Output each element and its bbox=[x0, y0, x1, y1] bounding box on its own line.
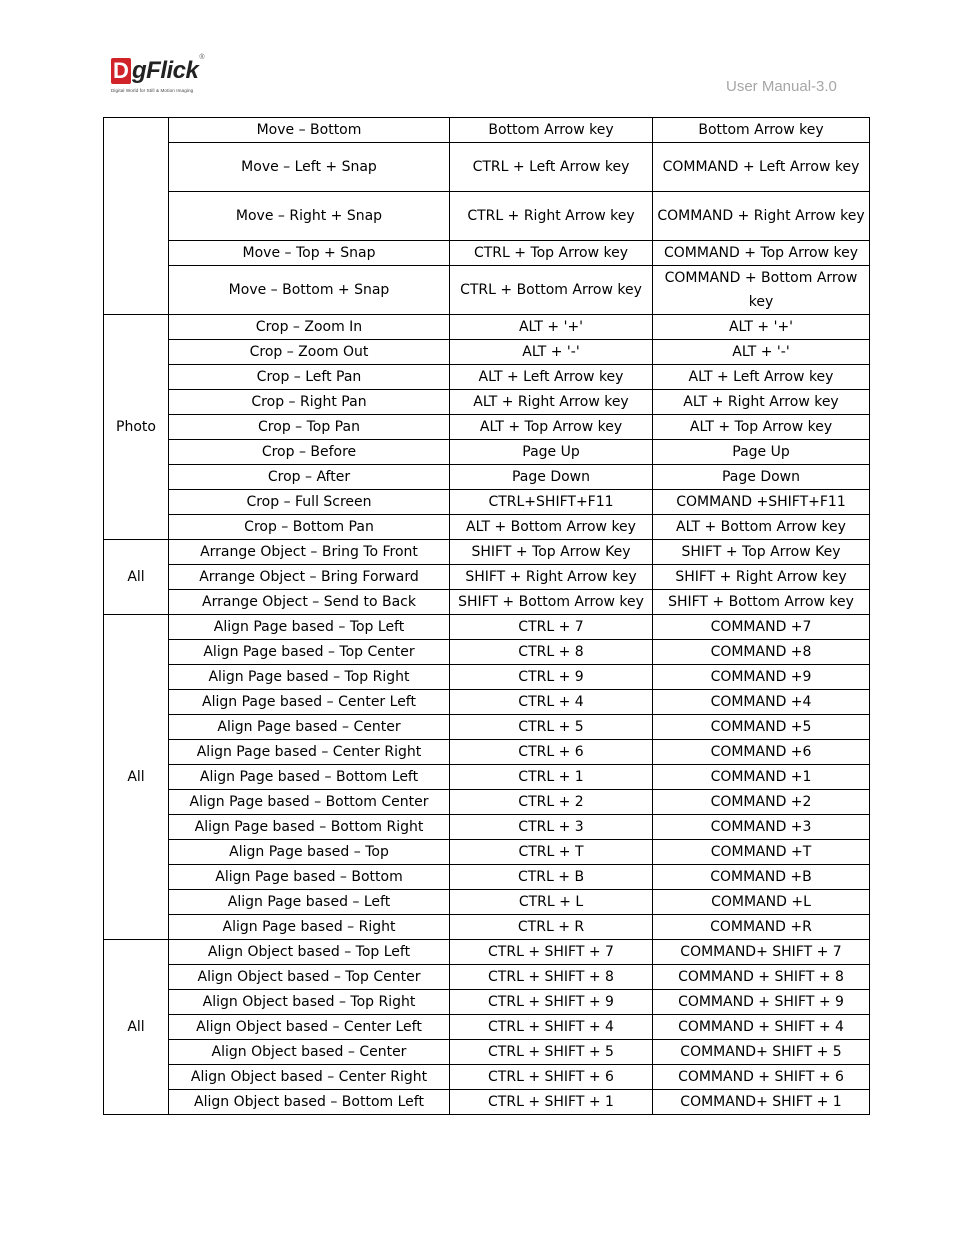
action-cell: Crop – Zoom Out bbox=[169, 339, 450, 364]
group-label-cell bbox=[104, 118, 169, 315]
mac-shortcut-cell: COMMAND +1 bbox=[653, 764, 870, 789]
mac-shortcut-cell: COMMAND+ SHIFT + 5 bbox=[653, 1039, 870, 1064]
logo-tagline: Digital World for Still & Motion Imaging bbox=[111, 88, 194, 93]
shortcut-table-body bbox=[104, 118, 870, 1115]
mac-shortcut-cell: ALT + '-' bbox=[653, 339, 870, 364]
windows-shortcut-cell: CTRL + T bbox=[450, 839, 653, 864]
mac-shortcut-cell: COMMAND + Bottom Arrow key bbox=[653, 265, 870, 314]
action-cell: Align Object based – Bottom Left bbox=[169, 1089, 450, 1114]
table-row bbox=[104, 389, 870, 414]
table-row bbox=[104, 539, 870, 564]
action-cell: Crop – Bottom Pan bbox=[169, 514, 450, 539]
windows-shortcut-cell: CTRL + SHIFT + 9 bbox=[450, 989, 653, 1014]
action-cell: Crop – After bbox=[169, 464, 450, 489]
table-row bbox=[104, 118, 870, 143]
table-row bbox=[104, 764, 870, 789]
windows-shortcut-cell: CTRL + Left Arrow key bbox=[450, 143, 653, 192]
table-row bbox=[104, 414, 870, 439]
action-cell: Align Page based – Bottom bbox=[169, 864, 450, 889]
windows-shortcut-cell: CTRL + 2 bbox=[450, 789, 653, 814]
table-row bbox=[104, 464, 870, 489]
windows-shortcut-cell: SHIFT + Right Arrow key bbox=[450, 564, 653, 589]
action-cell: Align Page based – Top Left bbox=[169, 614, 450, 639]
action-cell: Arrange Object – Bring To Front bbox=[169, 539, 450, 564]
registered-icon: ® bbox=[199, 54, 205, 61]
action-cell: Crop – Top Pan bbox=[169, 414, 450, 439]
action-cell: Align Page based – Left bbox=[169, 889, 450, 914]
table-row bbox=[104, 439, 870, 464]
windows-shortcut-cell: ALT + '-' bbox=[450, 339, 653, 364]
mac-shortcut-cell: COMMAND + SHIFT + 8 bbox=[653, 964, 870, 989]
action-cell: Align Page based – Top Center bbox=[169, 639, 450, 664]
windows-shortcut-cell: CTRL + Bottom Arrow key bbox=[450, 265, 653, 314]
mac-shortcut-cell: COMMAND + Right Arrow key bbox=[653, 191, 870, 240]
windows-shortcut-cell: CTRL + 7 bbox=[450, 614, 653, 639]
table-row bbox=[104, 265, 870, 314]
action-cell: Align Object based – Center Left bbox=[169, 1014, 450, 1039]
windows-shortcut-cell: ALT + Top Arrow key bbox=[450, 414, 653, 439]
table-row bbox=[104, 714, 870, 739]
action-cell: Align Object based – Top Center bbox=[169, 964, 450, 989]
action-cell: Move – Right + Snap bbox=[169, 191, 450, 240]
action-cell: Align Object based – Top Left bbox=[169, 939, 450, 964]
action-cell: Crop – Right Pan bbox=[169, 389, 450, 414]
table-row bbox=[104, 1014, 870, 1039]
action-cell: Align Page based – Center Right bbox=[169, 739, 450, 764]
windows-shortcut-cell: CTRL + SHIFT + 7 bbox=[450, 939, 653, 964]
mac-shortcut-cell: ALT + Bottom Arrow key bbox=[653, 514, 870, 539]
table-row bbox=[104, 689, 870, 714]
windows-shortcut-cell: ALT + Bottom Arrow key bbox=[450, 514, 653, 539]
shortcut-table bbox=[103, 117, 870, 1115]
action-cell: Align Object based – Center Right bbox=[169, 1064, 450, 1089]
mac-shortcut-cell: COMMAND + Top Arrow key bbox=[653, 240, 870, 265]
table-row bbox=[104, 589, 870, 614]
mac-shortcut-cell: COMMAND +R bbox=[653, 914, 870, 939]
windows-shortcut-cell: CTRL + SHIFT + 6 bbox=[450, 1064, 653, 1089]
windows-shortcut-cell: Bottom Arrow key bbox=[450, 118, 653, 143]
action-cell: Align Page based – Right bbox=[169, 914, 450, 939]
table-row bbox=[104, 739, 870, 764]
table-row bbox=[104, 889, 870, 914]
mac-shortcut-cell: COMMAND +SHIFT+F11 bbox=[653, 489, 870, 514]
windows-shortcut-cell: CTRL + SHIFT + 8 bbox=[450, 964, 653, 989]
windows-shortcut-cell: CTRL + 1 bbox=[450, 764, 653, 789]
table-row bbox=[104, 1039, 870, 1064]
table-row bbox=[104, 964, 870, 989]
mac-shortcut-cell: COMMAND + SHIFT + 6 bbox=[653, 1064, 870, 1089]
mac-shortcut-cell: COMMAND +L bbox=[653, 889, 870, 914]
action-cell: Crop – Left Pan bbox=[169, 364, 450, 389]
windows-shortcut-cell: CTRL + Top Arrow key bbox=[450, 240, 653, 265]
action-cell: Move – Bottom bbox=[169, 118, 450, 143]
table-row bbox=[104, 364, 870, 389]
windows-shortcut-cell: CTRL + B bbox=[450, 864, 653, 889]
table-row bbox=[104, 1089, 870, 1114]
mac-shortcut-cell: COMMAND + SHIFT + 4 bbox=[653, 1014, 870, 1039]
windows-shortcut-cell: CTRL + 4 bbox=[450, 689, 653, 714]
windows-shortcut-cell: CTRL + L bbox=[450, 889, 653, 914]
mac-shortcut-cell: ALT + Top Arrow key bbox=[653, 414, 870, 439]
mac-shortcut-cell: SHIFT + Bottom Arrow key bbox=[653, 589, 870, 614]
windows-shortcut-cell: ALT + '+' bbox=[450, 314, 653, 339]
mac-shortcut-cell: COMMAND+ SHIFT + 1 bbox=[653, 1089, 870, 1114]
mac-shortcut-cell: COMMAND +2 bbox=[653, 789, 870, 814]
table-row bbox=[104, 789, 870, 814]
mac-shortcut-cell: COMMAND +5 bbox=[653, 714, 870, 739]
logo-d-icon: D bbox=[111, 58, 131, 84]
action-cell: Move – Bottom + Snap bbox=[169, 265, 450, 314]
action-cell: Move – Top + Snap bbox=[169, 240, 450, 265]
action-cell: Move – Left + Snap bbox=[169, 143, 450, 192]
action-cell: Align Page based – Bottom Right bbox=[169, 814, 450, 839]
mac-shortcut-cell: COMMAND + Left Arrow key bbox=[653, 143, 870, 192]
action-cell: Align Object based – Center bbox=[169, 1039, 450, 1064]
windows-shortcut-cell: CTRL + SHIFT + 4 bbox=[450, 1014, 653, 1039]
windows-shortcut-cell: CTRL+SHIFT+F11 bbox=[450, 489, 653, 514]
mac-shortcut-cell: COMMAND +8 bbox=[653, 639, 870, 664]
table-row bbox=[104, 664, 870, 689]
windows-shortcut-cell: CTRL + Right Arrow key bbox=[450, 191, 653, 240]
table-row bbox=[104, 1064, 870, 1089]
action-cell: Align Page based – Bottom Left bbox=[169, 764, 450, 789]
table-row bbox=[104, 489, 870, 514]
mac-shortcut-cell: COMMAND + SHIFT + 9 bbox=[653, 989, 870, 1014]
logo-text: gFlick bbox=[132, 57, 199, 84]
logo-mark bbox=[111, 54, 221, 84]
windows-shortcut-cell: SHIFT + Bottom Arrow key bbox=[450, 589, 653, 614]
windows-shortcut-cell: CTRL + SHIFT + 5 bbox=[450, 1039, 653, 1064]
action-cell: Align Page based – Top Right bbox=[169, 664, 450, 689]
mac-shortcut-cell: COMMAND +6 bbox=[653, 739, 870, 764]
group-label-cell: All bbox=[104, 939, 169, 1114]
action-cell: Align Page based – Center Left bbox=[169, 689, 450, 714]
mac-shortcut-cell: ALT + '+' bbox=[653, 314, 870, 339]
table-row bbox=[104, 989, 870, 1014]
group-label-cell: All bbox=[104, 614, 169, 939]
table-row bbox=[104, 314, 870, 339]
windows-shortcut-cell: Page Down bbox=[450, 464, 653, 489]
table-row bbox=[104, 564, 870, 589]
group-label-cell: Photo bbox=[104, 314, 169, 539]
windows-shortcut-cell: ALT + Right Arrow key bbox=[450, 389, 653, 414]
table-row bbox=[104, 339, 870, 364]
action-cell: Crop – Full Screen bbox=[169, 489, 450, 514]
action-cell: Align Page based – Bottom Center bbox=[169, 789, 450, 814]
table-row bbox=[104, 191, 870, 240]
table-row bbox=[104, 240, 870, 265]
windows-shortcut-cell: CTRL + 5 bbox=[450, 714, 653, 739]
manual-version-label: User Manual-3.0 bbox=[726, 78, 837, 95]
mac-shortcut-cell: ALT + Right Arrow key bbox=[653, 389, 870, 414]
action-cell: Arrange Object – Bring Forward bbox=[169, 564, 450, 589]
mac-shortcut-cell: COMMAND +B bbox=[653, 864, 870, 889]
mac-shortcut-cell: Bottom Arrow key bbox=[653, 118, 870, 143]
windows-shortcut-cell: CTRL + 3 bbox=[450, 814, 653, 839]
mac-shortcut-cell: COMMAND +9 bbox=[653, 664, 870, 689]
table-row bbox=[104, 814, 870, 839]
windows-shortcut-cell: CTRL + 9 bbox=[450, 664, 653, 689]
action-cell: Align Object based – Top Right bbox=[169, 989, 450, 1014]
mac-shortcut-cell: Page Down bbox=[653, 464, 870, 489]
table-row bbox=[104, 914, 870, 939]
mac-shortcut-cell: COMMAND +3 bbox=[653, 814, 870, 839]
group-label-cell: All bbox=[104, 539, 169, 614]
mac-shortcut-cell: COMMAND +7 bbox=[653, 614, 870, 639]
table-row bbox=[104, 639, 870, 664]
mac-shortcut-cell: SHIFT + Top Arrow Key bbox=[653, 539, 870, 564]
action-cell: Arrange Object – Send to Back bbox=[169, 589, 450, 614]
windows-shortcut-cell: CTRL + R bbox=[450, 914, 653, 939]
mac-shortcut-cell: COMMAND+ SHIFT + 7 bbox=[653, 939, 870, 964]
action-cell: Crop – Before bbox=[169, 439, 450, 464]
mac-shortcut-cell: Page Up bbox=[653, 439, 870, 464]
dgflick-logo bbox=[111, 54, 221, 96]
table-row bbox=[104, 839, 870, 864]
action-cell: Align Page based – Top bbox=[169, 839, 450, 864]
windows-shortcut-cell: Page Up bbox=[450, 439, 653, 464]
windows-shortcut-cell: CTRL + 6 bbox=[450, 739, 653, 764]
action-cell: Crop – Zoom In bbox=[169, 314, 450, 339]
action-cell: Align Page based – Center bbox=[169, 714, 450, 739]
mac-shortcut-cell: SHIFT + Right Arrow key bbox=[653, 564, 870, 589]
windows-shortcut-cell: CTRL + 8 bbox=[450, 639, 653, 664]
table-row bbox=[104, 143, 870, 192]
table-row bbox=[104, 614, 870, 639]
table-row bbox=[104, 864, 870, 889]
table-row bbox=[104, 514, 870, 539]
windows-shortcut-cell: CTRL + SHIFT + 1 bbox=[450, 1089, 653, 1114]
windows-shortcut-cell: SHIFT + Top Arrow Key bbox=[450, 539, 653, 564]
mac-shortcut-cell: COMMAND +T bbox=[653, 839, 870, 864]
windows-shortcut-cell: ALT + Left Arrow key bbox=[450, 364, 653, 389]
table-row bbox=[104, 939, 870, 964]
mac-shortcut-cell: COMMAND +4 bbox=[653, 689, 870, 714]
mac-shortcut-cell: ALT + Left Arrow key bbox=[653, 364, 870, 389]
